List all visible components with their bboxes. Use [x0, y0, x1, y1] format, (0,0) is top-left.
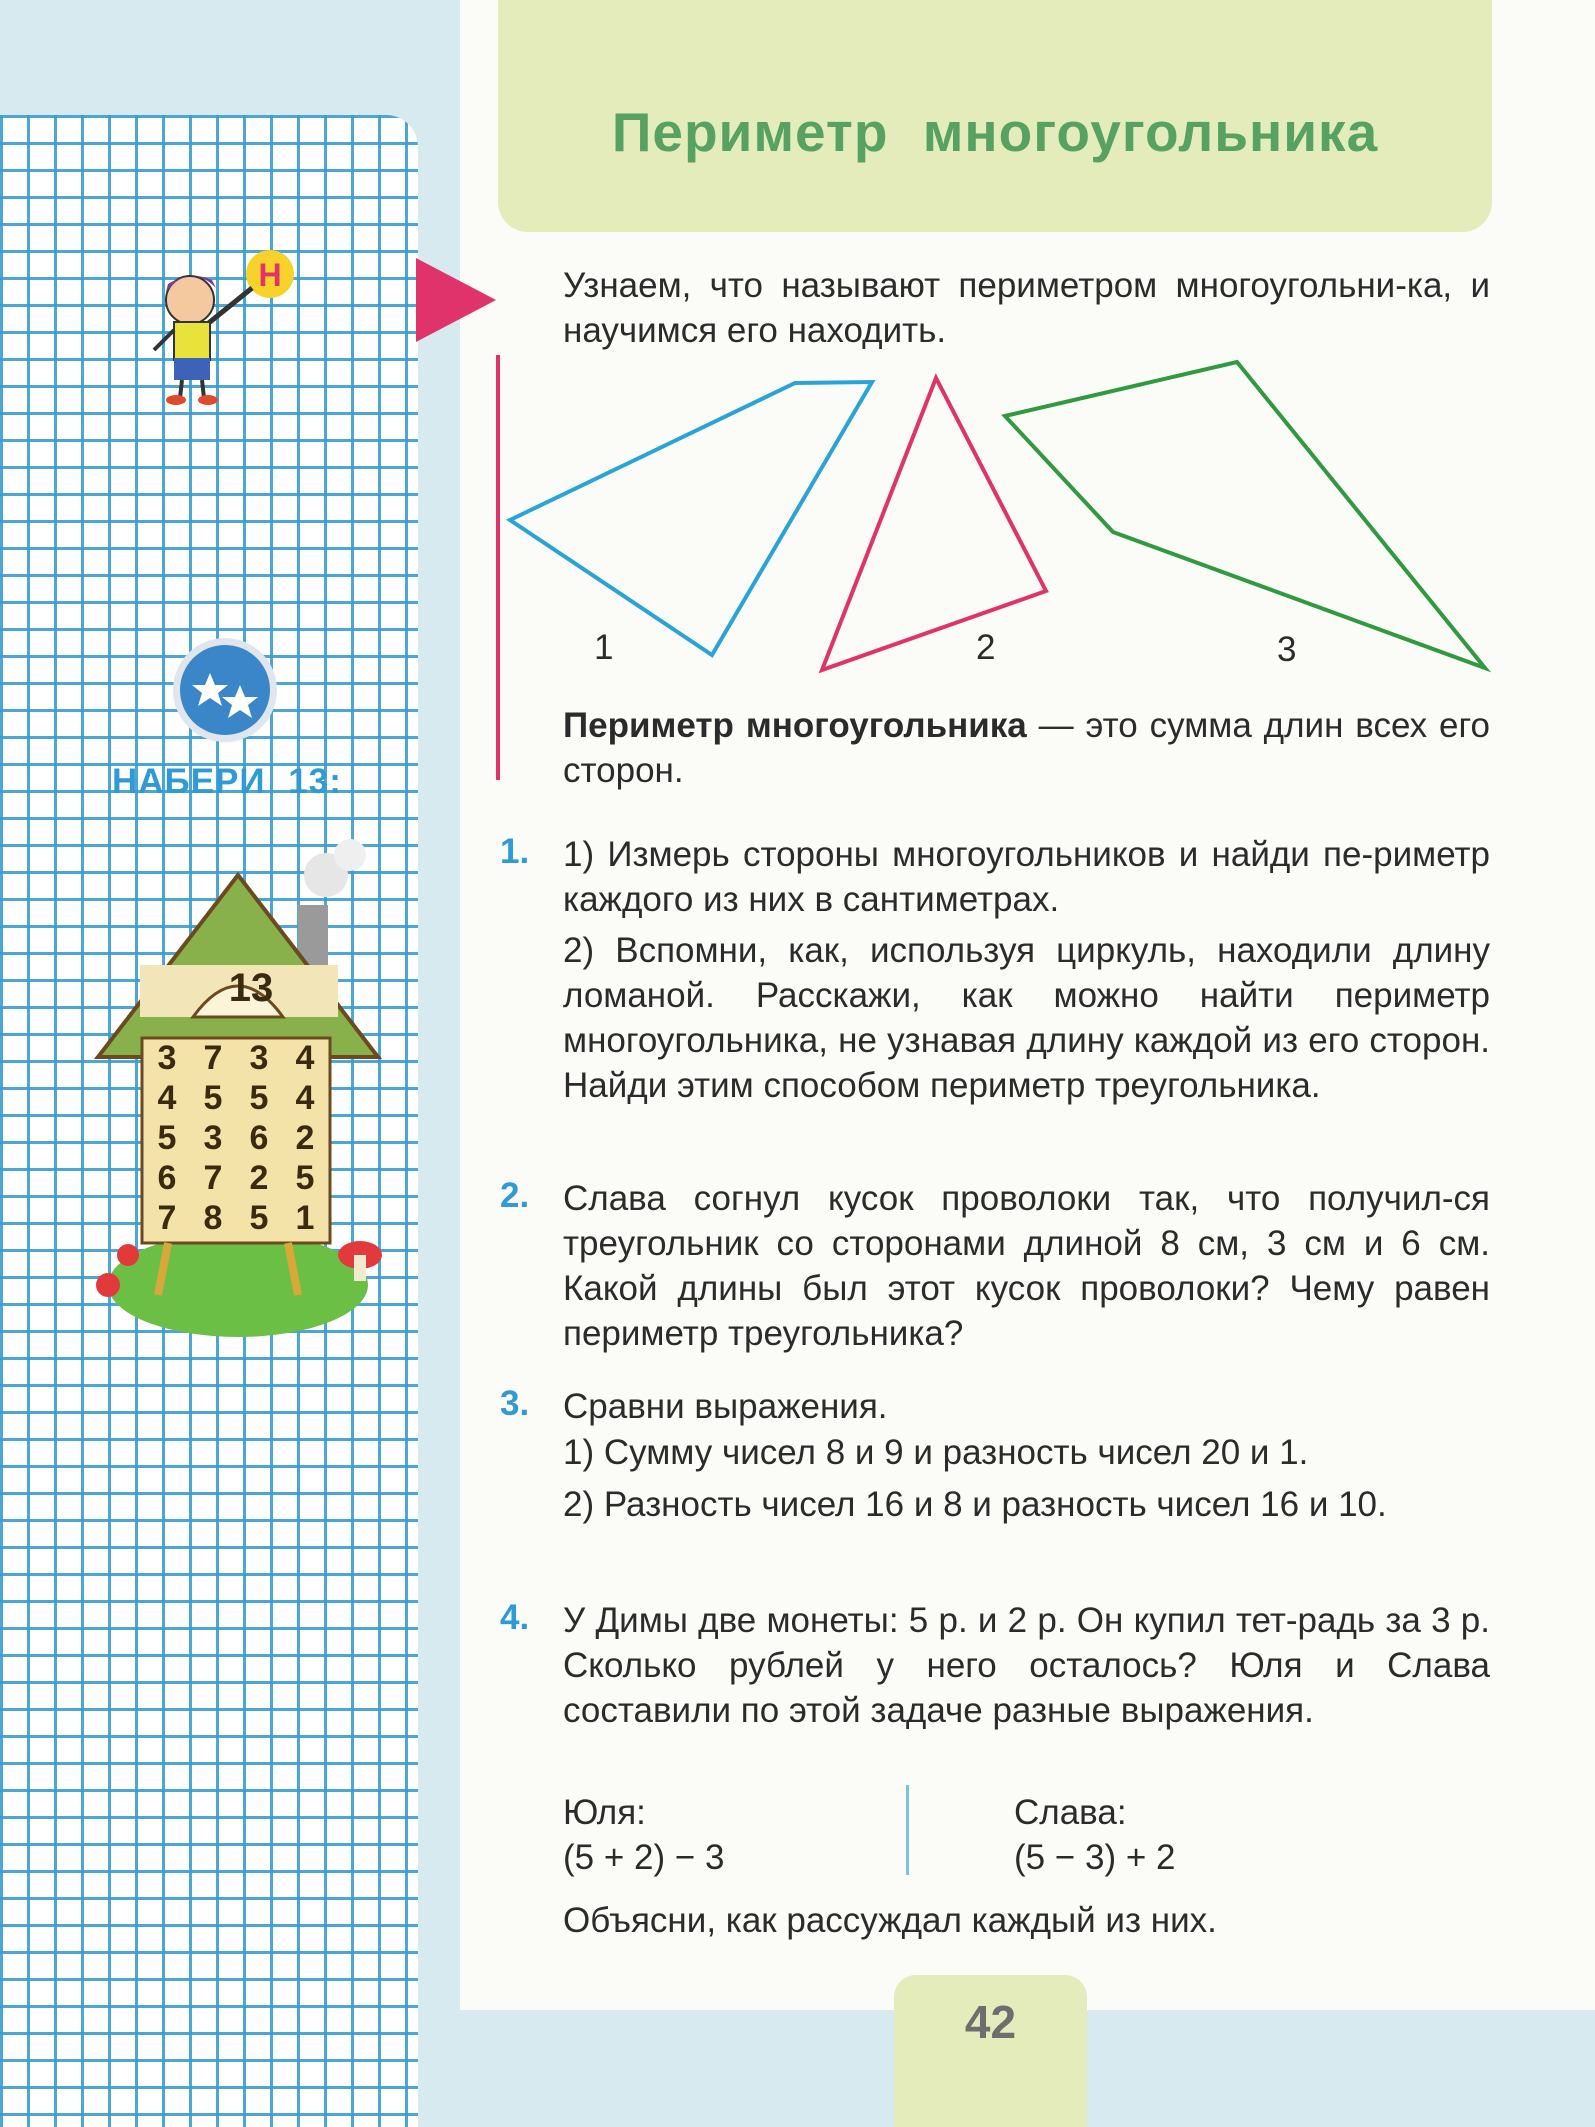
grid-cell: 4 — [295, 1079, 315, 1117]
yulya-expression: (5 + 2) − 3 — [563, 1838, 725, 1877]
grid-cell: 5 — [295, 1159, 315, 1197]
grid-cell: 6 — [157, 1159, 177, 1197]
task-number: 4. — [500, 1598, 530, 1637]
yulya-name: Юля: — [563, 1793, 646, 1832]
grid-cell: 5 — [203, 1079, 223, 1117]
grid-cell: 4 — [157, 1079, 177, 1117]
grid-cell: 7 — [157, 1199, 177, 1237]
grid-cell: 4 — [295, 1039, 315, 1077]
definition-text — [563, 703, 1490, 793]
grid-cell: 5 — [249, 1199, 269, 1237]
grid-cell: 2 — [249, 1159, 269, 1197]
grid-cell: 6 — [249, 1119, 269, 1157]
slava-expression: (5 − 3) + 2 — [1014, 1838, 1176, 1877]
grid-cell: 3 — [249, 1039, 269, 1077]
task-4-text: У Димы две монеты: 5 р. и 2 р. Он купил тет-радь за 3 р. Сколько рублей у него осталось? Юля и Слава составили по этой задаче разные выражения. — [563, 1601, 1490, 1730]
task-1-part-2: 2) Вспомни, как, используя циркуль, находили длину ломаной. Расскажи, как можно найти периметр многоугольника, не узнавая длину каждой из его сторон. Найди этим способом периметр треугольника. — [563, 931, 1490, 1105]
task-2-text: Слава согнул кусок проволоки так, что получил-ся треугольник со сторонами длиной 8 см, 3 см и 6 см. Какой длины был этот кусок проволоки? Чему равен периметр треугольника? — [563, 1179, 1490, 1353]
page-number: 42 — [964, 1996, 1017, 2048]
divider — [906, 1785, 909, 1875]
polygon-1 — [510, 382, 872, 655]
definition-rest: — это сумма длин всех его сторон. — [563, 706, 1490, 790]
grid-cell: 1 — [295, 1199, 315, 1237]
grid-cell: 7 — [203, 1039, 223, 1077]
polygons-figure — [500, 350, 1500, 680]
polygon-label-1: 1 — [594, 628, 614, 667]
grid-cell: 8 — [203, 1199, 223, 1237]
intro-text: Узнаем, что называют периметром многоугольни-ка, и научимся его находить. — [563, 266, 1490, 350]
grid-cell: 2 — [295, 1119, 315, 1157]
character-letter: Н — [258, 257, 282, 293]
task-3-part-1: 1) Сумму чисел 8 и 9 и разность чисел 20 и 1. — [563, 1433, 1309, 1472]
task-1-part-1: 1) Измерь стороны многоугольников и найди пе-риметр каждого из них в сантиметрах. — [563, 835, 1490, 919]
stars-badge-icon — [180, 645, 270, 735]
polygon-3 — [1005, 362, 1485, 668]
task-number: 1. — [500, 832, 530, 871]
task-3-part-2: 2) Разность чисел 16 и 8 и разность чисел 16 и 10. — [563, 1485, 1387, 1524]
page-title: Периметр многоугольника — [611, 101, 1379, 163]
closing-text: Объясни, как рассуждал каждый из них. — [563, 1901, 1217, 1940]
house-number: 13 — [228, 966, 274, 1010]
definition-term: Периметр многоугольника — [563, 706, 1027, 745]
boy-character-icon — [140, 240, 310, 405]
slava-name: Слава: — [1014, 1793, 1127, 1832]
polygon-label-3: 3 — [1277, 630, 1297, 669]
goal-arrow-icon — [416, 258, 496, 342]
grid-cell: 5 — [249, 1079, 269, 1117]
grid-cell: 3 — [203, 1119, 223, 1157]
polygon-label-2: 2 — [976, 628, 996, 667]
task-number: 2. — [500, 1176, 530, 1215]
grid-cell: 7 — [203, 1159, 223, 1197]
task-number: 3. — [500, 1384, 530, 1423]
grid-cell: 5 — [157, 1119, 177, 1157]
grid-cell: 3 — [157, 1039, 177, 1077]
task-3-text: Сравни выражения. — [563, 1387, 888, 1426]
game-label: НАБЕРИ 13: — [112, 762, 342, 801]
